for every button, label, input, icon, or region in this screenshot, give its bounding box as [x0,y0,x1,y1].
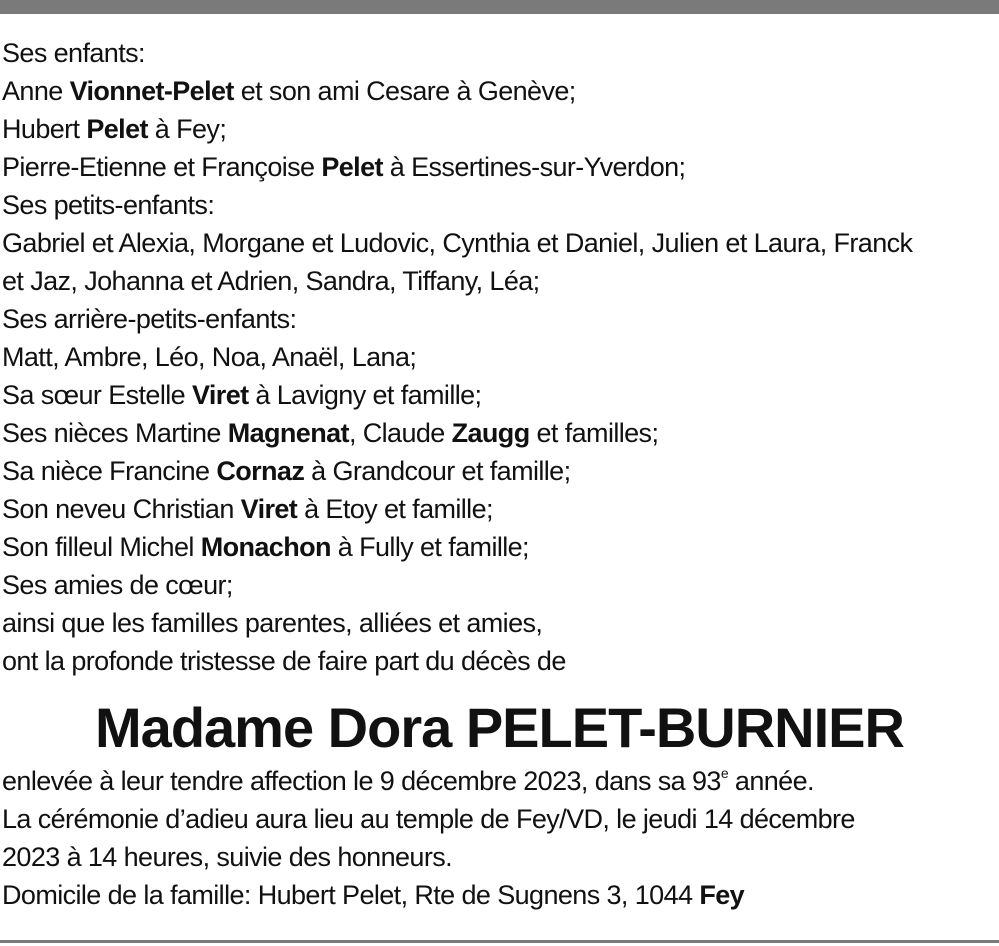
family-line: Ses enfants: [2,38,145,68]
ceremony-line: 2023 à 14 heures, suivie des honneurs. [2,842,453,872]
deceased-name: Madame Dora PELET-BURNIER [95,696,904,759]
family-line: Hubert Pelet à Fey; [2,114,227,144]
details [2,762,997,914]
family-line: Sa nièce Francine Cornaz à Grandcour et famille; [2,456,571,486]
family-line: Anne Vionnet-Pelet et son ami Cesare à Genève; [2,76,576,106]
family-line: Matt, Ambre, Léo, Noa, Anaël, Lana; [2,342,417,372]
family-line: Son filleul Michel Monachon à Fully et famille; [2,532,529,562]
family-line: Gabriel et Alexia, Morgane et Ludovic, Cynthia et Daniel, Julien et Laura, Franck [2,228,913,258]
death-line: enlevée à leur tendre affection le 9 décembre 2023, dans sa 93e année. [2,765,814,796]
announcement-line: ont la profonde tristesse de faire part du décès de [2,646,566,676]
domicile-line: Domicile de la famille: Hubert Pelet, Rte de Sugnens 3, 1044 Fey [2,880,745,910]
family-line: Pierre-Etienne et Françoise Pelet à Essertines-sur-Yverdon; [2,152,686,182]
family-line: Ses arrière-petits-enfants: [2,304,297,334]
top-rule [0,0,999,14]
family-line: Son neveu Christian Viret à Etoy et famille; [2,494,493,524]
family-line: Ses nièces Martine Magnenat, Claude Zaugg et familles; [2,418,659,448]
ceremony-line: La cérémonie d’adieu aura lieu au temple de Fey/VD, le jeudi 14 décembre [2,804,855,834]
family-line: Ses amies de cœur; [2,570,233,600]
family-line: Ses petits-enfants: [2,190,215,220]
family-line: et Jaz, Johanna et Adrien, Sandra, Tiffany, Léa; [2,266,540,296]
obituary-notice [2,34,997,914]
bottom-rule [0,940,999,943]
family-list [2,34,997,680]
family-line: Sa sœur Estelle Viret à Lavigny et famille; [2,380,482,410]
family-line: ainsi que les familles parentes, alliées et amies, [2,608,543,638]
